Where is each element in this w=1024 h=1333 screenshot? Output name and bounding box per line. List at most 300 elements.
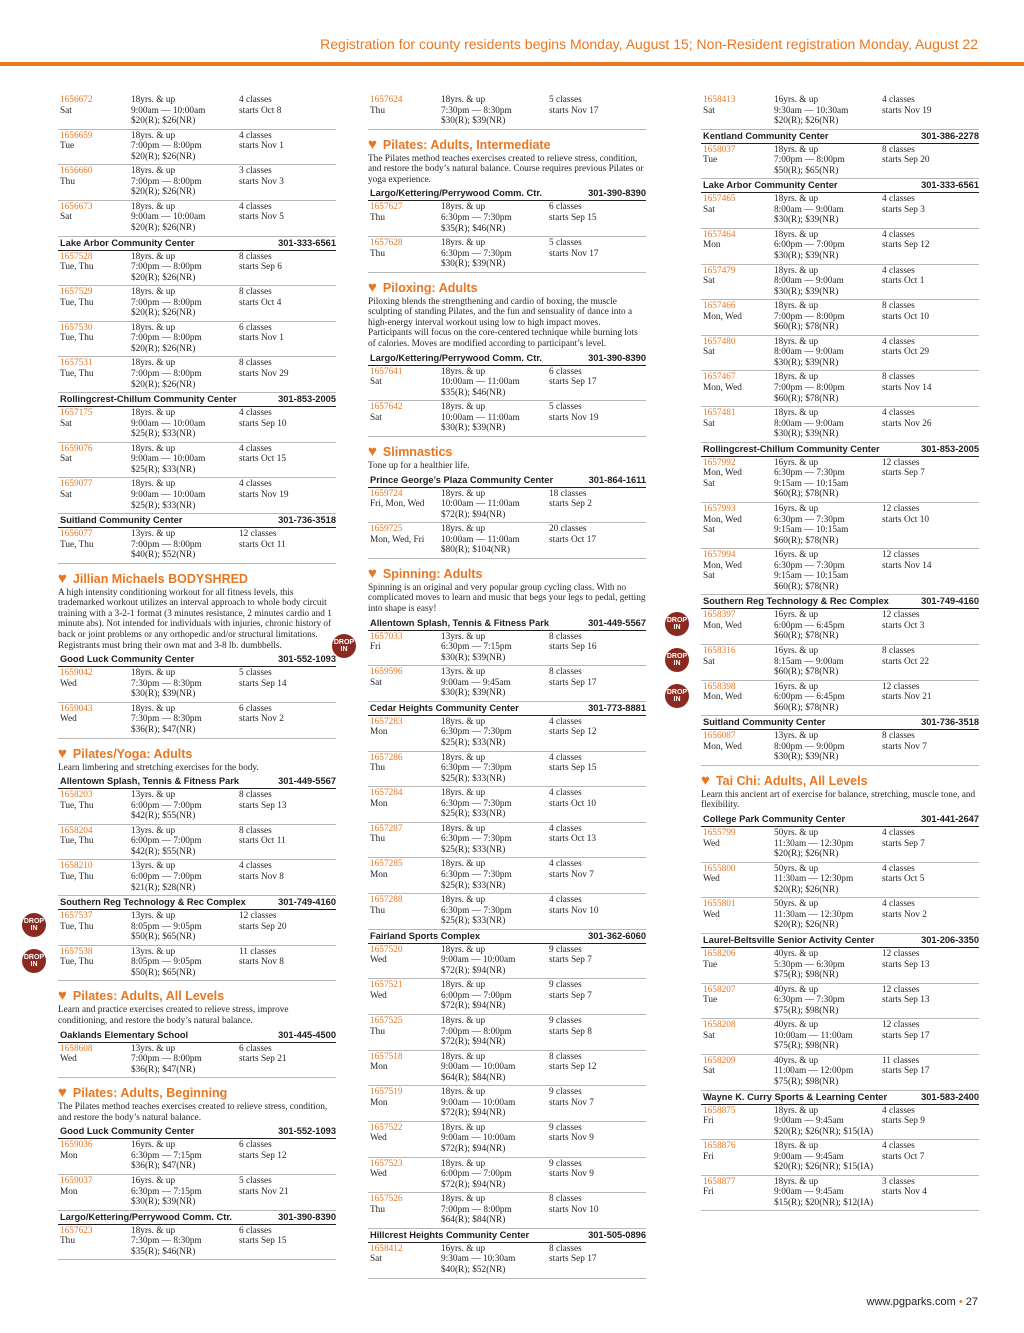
class-schedule-cell	[549, 1244, 648, 1276]
activity-code[interactable]: 1658877	[703, 1176, 736, 1187]
footer-url[interactable]: www.pgparks.com	[866, 1296, 956, 1308]
class-time: 6:00pm — 7:00pm	[774, 240, 845, 251]
class-id-cell	[370, 667, 441, 699]
class-schedule-cell	[239, 287, 338, 319]
activity-code[interactable]: 1658206	[703, 949, 736, 959]
class-days: Wed	[703, 838, 720, 849]
location-phone: 301-583-2400	[921, 1091, 979, 1102]
class-schedule-cell	[549, 524, 648, 556]
class-days: Tue	[703, 155, 718, 166]
heart-icon: ♥	[58, 1084, 67, 1102]
activity-code[interactable]: 1659076	[60, 443, 93, 454]
age-range: 18yrs. & up	[774, 336, 819, 347]
class-id-cell	[60, 668, 131, 700]
class-time: 6:30pm — 7:30pm	[441, 870, 512, 880]
class-count: 8 classes	[549, 1051, 582, 1062]
class-fee: $50(R); $65(NR)	[131, 967, 196, 978]
class-id-cell	[370, 895, 441, 927]
activity-code[interactable]: 1657528	[60, 251, 93, 262]
course-title	[368, 444, 646, 460]
activity-code[interactable]: 1659042	[60, 668, 93, 679]
activity-code[interactable]: 1657033	[370, 631, 403, 642]
class-fee: $60(R); $78(NR)	[774, 667, 839, 678]
class-detail-cell	[774, 230, 882, 262]
drop-in-label-1: DROP	[666, 688, 688, 696]
start-date: starts Sep 16	[549, 642, 597, 653]
activity-code[interactable]: 1656673	[60, 201, 93, 212]
class-days: Wed	[370, 1169, 387, 1180]
class-fee: $40(R); $52(NR)	[131, 550, 196, 561]
start-date: starts Sep 12	[882, 240, 930, 251]
start-date: starts Sep 3	[882, 204, 925, 215]
class-days: Wed	[60, 714, 77, 725]
class-count: 4 classes	[882, 95, 915, 105]
class-days: Thu	[370, 105, 385, 116]
activity-code[interactable]: 1657285	[370, 859, 403, 870]
start-date: starts Sep 15	[549, 212, 597, 223]
activity-code[interactable]: 1657526	[370, 1194, 403, 1205]
activity-code[interactable]: 1659596	[370, 667, 403, 678]
class-detail-cell	[774, 731, 882, 763]
class-id-cell	[370, 945, 441, 977]
class-detail-cell	[441, 95, 549, 127]
activity-code[interactable]: 1657523	[370, 1158, 403, 1169]
activity-code[interactable]: 1657642	[370, 402, 403, 413]
class-detail-cell	[131, 1044, 239, 1076]
heart-icon: ♥	[368, 278, 377, 296]
class-listing	[58, 789, 336, 825]
activity-code[interactable]: 1658608	[60, 1043, 93, 1054]
class-detail-cell	[441, 489, 549, 521]
class-count: 12 classes	[239, 911, 277, 922]
activity-code[interactable]: 1657530	[60, 322, 93, 333]
class-time: 8:00am — 9:00am	[774, 204, 844, 215]
class-days: Sat	[60, 489, 72, 500]
location-header	[701, 934, 979, 948]
location-name: Lake Arbor Community Center	[60, 237, 195, 248]
class-time: 6:30pm — 7:30pm	[441, 248, 512, 259]
class-detail-cell	[774, 1141, 882, 1173]
class-time: 6:00pm — 7:00pm	[441, 990, 512, 1001]
class-count: 6 classes	[239, 1225, 272, 1236]
activity-code[interactable]: 1658209	[703, 1055, 736, 1066]
age-range: 18yrs. & up	[441, 1087, 486, 1098]
class-days: Mon	[370, 1062, 388, 1073]
class-listing	[58, 860, 336, 896]
activity-code[interactable]: 1657992	[703, 457, 736, 468]
class-time: 8:15am — 9:00am	[774, 656, 844, 667]
class-fee: $20(R); $26(NR); $15(IA)	[774, 1162, 874, 1173]
class-count: 4 classes	[239, 479, 272, 490]
class-id-cell	[60, 1140, 131, 1172]
class-listing	[701, 1140, 979, 1176]
class-detail-cell	[774, 682, 882, 714]
age-range: 18yrs. & up	[131, 201, 176, 212]
heart-icon: ♥	[58, 569, 67, 587]
class-schedule-cell	[549, 367, 648, 399]
activity-code[interactable]: 1657627	[370, 202, 403, 213]
class-time: 10:00am — 11:00am	[441, 534, 520, 545]
class-listing	[701, 1176, 979, 1212]
class-detail-cell	[774, 1106, 882, 1138]
start-date: starts Sep 12	[549, 1062, 597, 1073]
class-listing	[368, 94, 646, 130]
start-date: starts Sep 13	[882, 959, 930, 970]
class-id-cell	[703, 646, 774, 678]
age-range: 16yrs. & up	[774, 610, 819, 621]
class-days: Wed	[370, 990, 387, 1001]
age-range: 18yrs. & up	[131, 166, 176, 177]
start-date: starts Sep 17	[882, 1030, 930, 1041]
activity-code[interactable]: 1657467	[703, 372, 736, 383]
class-id-cell	[60, 408, 131, 440]
age-range: 40yrs. & up	[774, 1055, 819, 1066]
activity-code[interactable]: 1658397	[703, 610, 736, 621]
class-time: 6:00pm — 6:45pm	[774, 692, 845, 703]
class-fee: $20(R); $26(NR)	[774, 884, 839, 895]
class-id-cell	[703, 266, 774, 298]
location-phone: 301-206-3350	[921, 935, 979, 945]
class-fee: $20(R); $26(NR)	[131, 272, 196, 283]
activity-code[interactable]: 1658208	[703, 1020, 736, 1031]
location-header	[58, 896, 336, 910]
activity-code[interactable]: 1657283	[370, 716, 403, 727]
class-listing	[23, 946, 336, 982]
class-schedule-cell	[882, 458, 981, 500]
course-section	[58, 988, 336, 1026]
class-time: 6:00pm — 7:00pm	[131, 836, 202, 847]
class-fee: $30(R); $39(NR)	[774, 357, 839, 368]
class-fee: $30(R); $39(NR)	[441, 259, 506, 270]
class-listing	[368, 201, 646, 237]
class-fee: $30(R); $39(NR)	[441, 652, 506, 663]
activity-code[interactable]: 1657525	[370, 1016, 403, 1027]
class-detail-cell	[131, 166, 239, 198]
start-date: starts Nov 1	[239, 333, 284, 344]
age-range: 18yrs. & up	[441, 859, 486, 870]
activity-code[interactable]: 1657481	[703, 408, 736, 419]
activity-code[interactable]: 1655801	[703, 899, 736, 910]
location-name: Wayne K. Curry Sports & Learning Center	[703, 1091, 888, 1102]
class-listing	[58, 528, 336, 564]
course-description: Learn and practice exercises created to relieve stress, improve conditioning, and restore the body’s natural balance.	[58, 1005, 289, 1026]
start-date: starts Oct 15	[239, 454, 286, 465]
class-count: 6 classes	[549, 366, 582, 377]
age-range: 50yrs. & up	[774, 863, 819, 874]
activity-code[interactable]: 1658204	[60, 825, 93, 836]
start-date: starts Sep 17	[882, 1066, 930, 1077]
class-time: 6:30pm — 7:15pm	[131, 1150, 202, 1161]
activity-code[interactable]: 1657466	[703, 301, 736, 312]
class-count: 4 classes	[882, 1105, 915, 1116]
class-count: 8 classes	[882, 645, 915, 656]
class-listing	[368, 1051, 646, 1087]
class-listing	[58, 322, 336, 358]
activity-code[interactable]: 1657628	[370, 238, 403, 249]
class-id-cell	[370, 367, 441, 399]
activity-code[interactable]: 1657465	[703, 194, 736, 205]
activity-code[interactable]: 1657522	[370, 1122, 403, 1133]
class-detail-cell	[131, 704, 239, 736]
location-phone: 301-449-5567	[278, 776, 336, 787]
location-phone: 301-449-5567	[588, 617, 646, 628]
class-listing	[23, 910, 336, 946]
activity-code[interactable]: 1658413	[703, 95, 736, 105]
activity-code[interactable]: 1659036	[60, 1140, 93, 1151]
class-listing	[368, 401, 646, 437]
age-range: 18yrs. & up	[131, 130, 176, 141]
class-id-cell	[60, 252, 131, 284]
age-range: 16yrs. & up	[774, 645, 819, 656]
activity-code[interactable]: 1658203	[60, 790, 93, 801]
course-section	[58, 571, 336, 652]
class-schedule-cell	[549, 1194, 648, 1226]
activity-code[interactable]: 1657288	[370, 895, 403, 906]
start-date: starts Oct 8	[239, 105, 282, 116]
activity-code[interactable]: 1657521	[370, 980, 403, 991]
activity-code[interactable]: 1657286	[370, 752, 403, 763]
drop-in-label-2: IN	[673, 695, 681, 703]
age-range: 13yrs. & up	[131, 861, 176, 872]
class-time: 6:30pm — 7:30pm	[441, 834, 512, 845]
start-date: starts Sep 14	[239, 678, 287, 689]
activity-code[interactable]: 1657464	[703, 229, 736, 240]
activity-code[interactable]: 1657623	[60, 1225, 93, 1236]
class-count: 4 classes	[882, 194, 915, 205]
activity-code[interactable]: 1657538	[60, 946, 93, 957]
class-schedule-cell	[549, 667, 648, 699]
activity-code[interactable]: 1656672	[60, 95, 93, 105]
start-date: starts Nov 29	[239, 369, 289, 380]
class-days: Sat	[370, 677, 382, 688]
start-date: starts Sep 17	[549, 677, 597, 688]
location-name: Rollingcrest-Chillum Community Center	[703, 443, 880, 454]
age-range: 40yrs. & up	[774, 1020, 819, 1031]
activity-code[interactable]: 1657518	[370, 1051, 403, 1062]
class-detail-cell	[441, 788, 549, 820]
age-range: 18yrs. & up	[131, 703, 176, 714]
activity-code[interactable]: 1655799	[703, 828, 736, 839]
class-time: 7:30pm — 8:30pm	[131, 1236, 202, 1247]
class-id-cell	[60, 911, 131, 943]
class-fee: $30(R); $39(NR)	[441, 688, 506, 699]
class-count: 12 classes	[882, 457, 920, 468]
class-schedule-cell	[239, 408, 338, 440]
class-days: Thu	[370, 212, 385, 223]
class-id-cell	[370, 1194, 441, 1226]
activity-code[interactable]: 1659724	[370, 488, 403, 499]
age-range: 16yrs. & up	[131, 1175, 176, 1186]
class-count: 3 classes	[882, 1176, 915, 1187]
class-schedule-cell	[549, 895, 648, 927]
class-listing	[58, 825, 336, 861]
class-fee: $25(R); $33(NR)	[441, 737, 506, 748]
activity-code[interactable]: 1656659	[60, 130, 93, 141]
course-title	[368, 280, 646, 296]
class-id-cell	[60, 1044, 131, 1076]
class-fee: $60(R); $78(NR)	[774, 702, 839, 713]
location-phone: 301-362-6060	[588, 930, 646, 941]
activity-code[interactable]: 1658210	[60, 861, 93, 872]
class-listing	[58, 130, 336, 166]
class-count: 5 classes	[239, 668, 272, 679]
class-id-cell	[60, 826, 131, 858]
drop-in-label-1: DROP	[666, 617, 688, 625]
activity-code[interactable]: 1657520	[370, 944, 403, 955]
age-range: 13yrs. & up	[131, 529, 176, 540]
activity-code[interactable]: 1657175	[60, 408, 93, 419]
location-name: Lake Arbor Community Center	[703, 180, 838, 191]
age-range: 18yrs. & up	[441, 238, 486, 249]
class-count: 4 classes	[239, 861, 272, 872]
activity-code[interactable]: 1658398	[703, 681, 736, 692]
class-listing	[701, 948, 979, 984]
age-range: 18yrs. & up	[441, 402, 486, 413]
activity-code[interactable]: 1656077	[60, 529, 93, 540]
activity-code[interactable]: 1657287	[370, 823, 403, 834]
page-footer	[867, 1296, 979, 1308]
activity-code[interactable]: 1657993	[703, 503, 736, 514]
class-schedule-cell	[549, 402, 648, 434]
activity-code[interactable]: 1655800	[703, 863, 736, 874]
location-header	[701, 813, 979, 827]
class-listing	[58, 667, 336, 703]
class-days: Tue, Thu	[60, 921, 94, 932]
class-count: 4 classes	[882, 899, 915, 910]
location-phone: 301-505-0896	[588, 1229, 646, 1240]
location-name: Fairland Sports Complex	[370, 930, 481, 941]
activity-code[interactable]: 1659043	[60, 703, 93, 714]
location-phone: 301-853-2005	[278, 394, 336, 405]
activity-code[interactable]: 1658412	[370, 1243, 403, 1254]
activity-code[interactable]: 1658316	[703, 645, 736, 656]
class-detail-cell	[441, 367, 549, 399]
activity-code[interactable]: 1657479	[703, 265, 736, 276]
activity-code[interactable]: 1659725	[370, 524, 403, 535]
class-listing	[666, 645, 979, 681]
class-schedule-cell	[239, 947, 338, 979]
activity-code[interactable]: 1659037	[60, 1175, 93, 1186]
activity-code[interactable]: 1656087	[703, 731, 736, 742]
class-days: Sat	[703, 656, 715, 667]
class-id-cell	[703, 504, 774, 546]
class-count: 8 classes	[549, 631, 582, 642]
class-count: 4 classes	[882, 265, 915, 276]
class-count: 4 classes	[239, 408, 272, 419]
location-name: Suitland Community Center	[60, 515, 183, 526]
class-detail-cell	[441, 1087, 549, 1119]
start-date: starts Sep 17	[549, 377, 597, 388]
start-date: starts Oct 1	[882, 276, 925, 287]
class-days: Sat	[370, 377, 382, 388]
class-days: Sat	[370, 1254, 382, 1265]
class-days: Mon, Wed Sat	[703, 560, 742, 582]
location-phone: 301-390-8390	[278, 1211, 336, 1222]
class-id-cell	[703, 1020, 774, 1052]
age-range: 16yrs. & up	[774, 681, 819, 692]
class-fee: $72(R); $94(NR)	[441, 1179, 506, 1190]
activity-code[interactable]: 1657480	[703, 336, 736, 347]
drop-in-badge	[22, 949, 46, 973]
start-date: starts Nov 8	[239, 871, 284, 882]
class-count: 12 classes	[882, 503, 920, 514]
activity-code[interactable]: 1657531	[60, 358, 93, 369]
location-name: Largo/Kettering/Perrywood Comm. Ctr.	[370, 188, 543, 199]
class-listing	[368, 1015, 646, 1051]
start-date: starts Sep 7	[549, 955, 592, 966]
location-phone: 301-441-2647	[921, 814, 979, 825]
class-count: 4 classes	[549, 859, 582, 870]
class-count: 3 classes	[239, 166, 272, 177]
class-detail-cell	[774, 1020, 882, 1052]
location-phone: 301-390-8390	[588, 188, 646, 199]
activity-code[interactable]: 1657537	[60, 911, 93, 922]
class-fee: $15(R); $20(NR); $12(IA)	[774, 1197, 874, 1208]
class-schedule-cell	[239, 131, 338, 163]
activity-code[interactable]: 1657641	[370, 366, 403, 377]
activity-code[interactable]: 1658876	[703, 1141, 736, 1152]
activity-code[interactable]: 1658207	[703, 984, 736, 995]
class-id-cell	[370, 1244, 441, 1276]
class-fee: $25(R); $33(NR)	[131, 429, 196, 440]
class-time: 9:00am — 10:00am	[131, 212, 206, 223]
class-time: 9:00am — 10:00am	[441, 955, 516, 966]
class-fee: $60(R); $78(NR)	[774, 489, 839, 500]
location-name: Southern Reg Technology & Rec Complex	[60, 897, 246, 908]
age-range: 18yrs. & up	[441, 488, 486, 499]
class-days: Mon	[370, 727, 388, 738]
class-time: 11:00am — 12:00pm	[774, 1066, 854, 1077]
start-date: starts Nov 21	[882, 692, 932, 703]
class-schedule-cell	[882, 504, 981, 546]
class-detail-cell	[774, 1056, 882, 1088]
activity-code[interactable]: 1657519	[370, 1087, 403, 1098]
class-time: 5:30pm — 6:30pm	[774, 959, 845, 970]
class-days: Tue, Thu	[60, 297, 94, 308]
header-rule	[0, 62, 1024, 66]
class-detail-cell	[441, 717, 549, 749]
activity-code[interactable]: 1658875	[703, 1105, 736, 1116]
class-listing	[701, 371, 979, 407]
location-phone: 301-390-8390	[588, 352, 646, 363]
class-fee: $20(R); $26(NR)	[131, 223, 196, 234]
class-id-cell	[370, 402, 441, 434]
class-time: 9:00am — 10:00am	[131, 454, 206, 465]
class-schedule-cell	[239, 704, 338, 736]
age-range: 18yrs. & up	[774, 408, 819, 419]
class-time: 9:00am — 10:00am	[441, 1133, 516, 1144]
class-listing	[58, 357, 336, 393]
activity-code[interactable]: 1657994	[703, 550, 736, 561]
class-fee: $40(R); $52(NR)	[441, 1264, 506, 1275]
activity-code[interactable]: 1659077	[60, 479, 93, 490]
class-id-cell	[370, 1016, 441, 1048]
activity-code[interactable]: 1658037	[703, 144, 736, 155]
class-detail-cell	[131, 202, 239, 234]
class-days: Tue, Thu	[60, 800, 94, 811]
drop-in-label-2: IN	[673, 624, 681, 632]
activity-code[interactable]: 1657284	[370, 788, 403, 799]
class-listing	[701, 144, 979, 180]
start-date: starts Oct 4	[239, 297, 282, 308]
start-date: starts Oct 10	[882, 311, 929, 322]
class-id-cell	[703, 1106, 774, 1138]
activity-code[interactable]: 1657624	[370, 95, 403, 105]
course-description: Learn limbering and stretching exercises for the body.	[58, 762, 259, 773]
activity-code[interactable]: 1657529	[60, 287, 93, 298]
activity-code[interactable]: 1656660	[60, 166, 93, 177]
location-name: Kentland Community Center	[703, 130, 829, 141]
